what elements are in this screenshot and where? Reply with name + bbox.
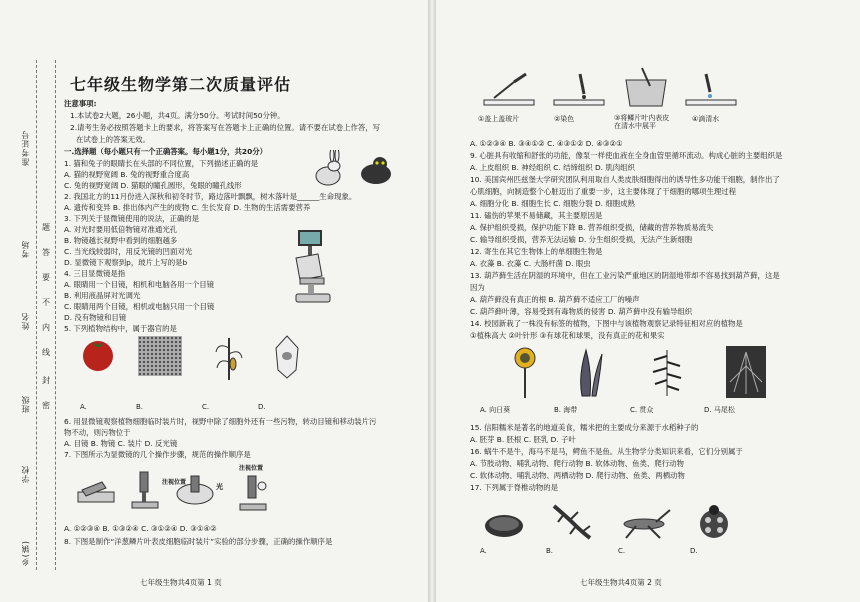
question-line: D. 没有物镜和目镜 bbox=[64, 313, 127, 322]
question-line: A. 衣藻 B. 衣藻 C. 大肠杆菌 D. 眼虫 bbox=[470, 259, 591, 268]
question-line: C. 当光线较弱时，用反光镜的凹面对光 bbox=[64, 247, 193, 256]
option-label: B. bbox=[546, 547, 554, 555]
option-label: C. 贯众 bbox=[630, 406, 654, 414]
question-line: A. 目镜 B. 物镜 C. 装片 D. 反光镜 bbox=[64, 439, 178, 448]
question-line: 因为 bbox=[470, 283, 485, 292]
binding-strip bbox=[0, 0, 62, 602]
question-line: B. 利用液晶屏对光调光 bbox=[64, 291, 141, 300]
cell-tissue-image bbox=[138, 336, 182, 376]
seal-char: 密 bbox=[42, 401, 50, 410]
step-flatten-image bbox=[616, 66, 676, 112]
seal-line bbox=[55, 60, 56, 570]
question-line: A. 上皮组织 B. 神经组织 C. 结缔组织 D. 肌肉组织 bbox=[470, 163, 635, 172]
question-line: A. ①②③④ B. ①③②④ C. ③①②④ D. ③①④② bbox=[64, 524, 217, 533]
pine-image bbox=[726, 346, 766, 398]
question-line: C. 兔的视野宽阔 D. 猫眼的瞳孔圆形，兔眼的瞳孔线形 bbox=[64, 181, 242, 190]
seal-char: 答 bbox=[42, 248, 50, 257]
seal-char: 题 bbox=[42, 223, 50, 232]
binding-label: 考场 bbox=[21, 240, 30, 258]
page-1 bbox=[64, 0, 426, 602]
question-line: A. 保护组织受损，保护功能下降 B. 营养组织受损，储藏的营养物质易流失 bbox=[470, 223, 714, 232]
question-line: 16. 蜗牛不是牛，海马不是马，鳄鱼不是鱼。从生物学分类知识来看，它们分别属于 bbox=[470, 447, 743, 456]
step-label: ④滴清水 bbox=[692, 115, 720, 123]
question-line: ①植株高大 ②叶针形 ③有球花和球果，没有真正的花和果实 bbox=[470, 331, 665, 340]
step-tag: 光 bbox=[216, 483, 223, 491]
lizard-image bbox=[550, 500, 594, 542]
step-label: ②染色 bbox=[554, 115, 575, 123]
question-line: A. 胚芽 B. 胚根 C. 胚乳 D. 子叶 bbox=[470, 435, 576, 444]
grasshopper-image bbox=[616, 506, 672, 540]
question-line: 13. 葫芦藓生活在阴湿的环境中，但在工业污染严重地区的阴湿地带却不容易找到葫芦藓，这是 bbox=[470, 271, 780, 280]
step-stain-image bbox=[550, 70, 610, 110]
question-line: C. 眼睛用两个目镜，相机或电脑只用一个目镜 bbox=[64, 302, 215, 311]
notes-title: 注意事项: bbox=[64, 99, 97, 108]
question-line: 12. 寄生在其它生物体上的单细胞生物是 bbox=[470, 247, 603, 256]
section-heading: 一.选择题（每小题只有一个正确答案。每小题1分，共20分） bbox=[64, 147, 268, 156]
page-footer: 七年级生物共4页第 1 页 bbox=[140, 578, 222, 587]
question-line: A. 眼睛用一个目镜，相机和电脑各用一个目镜 bbox=[64, 280, 215, 289]
question-line: 11. 磕伤的苹果不易储藏，其主要原因是 bbox=[470, 211, 603, 220]
question-line: B. 物镜越长视野中看到的细胞越多 bbox=[64, 236, 178, 245]
step-cover-slip-image bbox=[480, 70, 540, 110]
question-line: 2. 我国北方的11月份进入深秋和初冬时节，路边落叶飘飘，树木落叶是______生命现象。 bbox=[64, 192, 357, 201]
option-label: B. 海带 bbox=[554, 406, 578, 414]
question-line: 14. 校园新栽了一株没有标签的植物，下图中与该植物观察记录特征相对应的植物是 bbox=[470, 319, 743, 328]
microscope-illustration bbox=[286, 228, 348, 306]
question-line: 物不动，则污物位于 bbox=[64, 428, 131, 437]
kelp-image bbox=[572, 346, 606, 398]
option-label: A. bbox=[480, 547, 487, 555]
fern-image bbox=[650, 346, 684, 398]
step-tag: 注视位置 bbox=[239, 465, 264, 472]
question-line: 6. 用显微镜观察植物细胞临时装片时，视野中除了细胞外还有一些污物，转动目镜和移动装片污 bbox=[64, 417, 377, 426]
question-line: 15. 信阳糯米是著名的地道美食，糯米把的主要成分来源于水稻种子的 bbox=[470, 423, 699, 432]
question-line: 7. 下图所示为显微镜的几个操作步骤，规范的操作顺序是 bbox=[64, 450, 251, 459]
seal-char: 封 bbox=[42, 376, 50, 385]
ladybug-image bbox=[696, 502, 732, 542]
option-label: C. bbox=[202, 403, 210, 411]
binding-label: 班级 bbox=[21, 395, 30, 413]
question-line: 心肌细胞，向制造整个心脏迈出了重要一步，这主要体现了干细胞的哪项生理过程 bbox=[470, 187, 737, 196]
step-water-drop-image bbox=[682, 70, 742, 110]
note-line: 1.本试卷2大题，26小题，共4页。满分50分。考试时间50分钟。 bbox=[70, 111, 285, 120]
note-line: 在试卷上的答案无效。 bbox=[76, 135, 150, 144]
microscope-step-4 bbox=[232, 472, 272, 514]
seal-char: 内 bbox=[42, 323, 50, 332]
question-line: 1. 猫和兔子的眼睛长在头部的不同位置，下列描述正确的是 bbox=[64, 159, 259, 168]
plant-cell-image bbox=[274, 334, 300, 380]
seal-char: 线 bbox=[42, 348, 50, 357]
page-footer: 七年级生物共4页第 2 页 bbox=[580, 578, 662, 587]
microscope-step-2 bbox=[126, 468, 162, 512]
option-label: D. 马尾松 bbox=[704, 406, 735, 414]
question-line: 8. 下图是制作“洋葱鳞片叶表皮细胞临时装片”实验的部分步骤，正确的操作顺序是 bbox=[64, 537, 333, 546]
question-line: A. 遗传和变异 B. 排出体内产生的废物 C. 生长发育 D. 生物的生活需要营养 bbox=[64, 203, 311, 212]
seal-line bbox=[36, 60, 37, 570]
binding-label: 准考证号 bbox=[21, 130, 30, 166]
question-line: C. 软体动物、哺乳动物、两栖动物 D. 爬行动物、鱼类、两栖动物 bbox=[470, 471, 685, 480]
question-line: C. 葫芦藓叶薄，容易受到有毒物质的侵害 D. 葫芦藓中没有输导组织 bbox=[470, 307, 693, 316]
question-line: A. 对光时要用低倍物镜对准通光孔 bbox=[64, 225, 178, 234]
microscope-step-1 bbox=[72, 474, 122, 510]
question-line: 10. 美国宾州匹兹堡大学研究团队利用取自人类皮肤细胞得出的诱导性多功能干细胞，制作出了 bbox=[470, 175, 780, 184]
note-line: 2.请考生务必按照答题卡上的要求，将答案写在答题卡上正确的位置。请不要在试卷上作答，写 bbox=[70, 123, 381, 132]
question-line: 4. 三目显微镜是指 bbox=[64, 269, 126, 278]
rabbit-cat-illustration bbox=[310, 150, 400, 188]
page-title: 七年级生物学第二次质量评估 bbox=[70, 75, 292, 94]
option-label: A. 向日葵 bbox=[480, 406, 511, 414]
question-line: 5. 下列植物结构中，属于器官的是 bbox=[64, 324, 177, 333]
sunflower-image bbox=[508, 346, 542, 398]
question-line: 3. 下列关于显微镜使用的说法，正确的是 bbox=[64, 214, 200, 223]
option-label: A. bbox=[80, 403, 87, 411]
option-label: B. bbox=[136, 403, 144, 411]
step-label: ③将鳞片叶内表皮 在清水中展平 bbox=[614, 114, 670, 130]
page-2 bbox=[470, 0, 830, 602]
corn-plant-image bbox=[214, 334, 244, 380]
binding-label: 乡(镇) bbox=[21, 540, 30, 567]
question-line: A. 猫的视野宽阔 B. 兔的视野重合度高 bbox=[64, 170, 190, 179]
question-line: A. 节肢动物、哺乳动物、爬行动物 B. 软体动物、鱼类、爬行动物 bbox=[470, 459, 684, 468]
option-label: C. bbox=[618, 547, 626, 555]
binding-label: 学校 bbox=[21, 465, 30, 483]
question-line: A. 葫芦藓没有真正的根 B. 葫芦藓不适应工厂的噪声 bbox=[470, 295, 640, 304]
tomato-image bbox=[80, 336, 116, 372]
question-line: C. 输导组织受损，营养无法运输 D. 分生组织受损，无法产生新细胞 bbox=[470, 235, 693, 244]
clam-image bbox=[482, 510, 526, 540]
option-label: D. bbox=[690, 547, 698, 555]
step-tag: 注视位置 bbox=[162, 479, 187, 486]
microscope-step-3 bbox=[170, 472, 220, 512]
seal-char: 要 bbox=[42, 273, 50, 282]
question-line: A. ①②③④ B. ③④①② C. ④③①② D. ④③②① bbox=[470, 139, 623, 148]
binding-label: 姓名 bbox=[21, 312, 30, 330]
seal-char: 不 bbox=[42, 298, 50, 307]
question-line: 17. 下列属于脊椎动物的是 bbox=[470, 483, 559, 492]
question-line: 9. 心脏具有收缩和舒张的功能，像泵一样使血液在全身血管里循环流动。构成心脏的主要组织是 bbox=[470, 151, 783, 160]
option-label: D. bbox=[258, 403, 266, 411]
question-line: D. 显微镜下观察到p，玻片上写的是b bbox=[64, 258, 188, 267]
question-line: A. 细胞分化 B. 细胞生长 C. 细胞分裂 D. 细胞成熟 bbox=[470, 199, 635, 208]
step-label: ①盖上盖玻片 bbox=[478, 115, 520, 123]
page-fold bbox=[428, 0, 436, 602]
